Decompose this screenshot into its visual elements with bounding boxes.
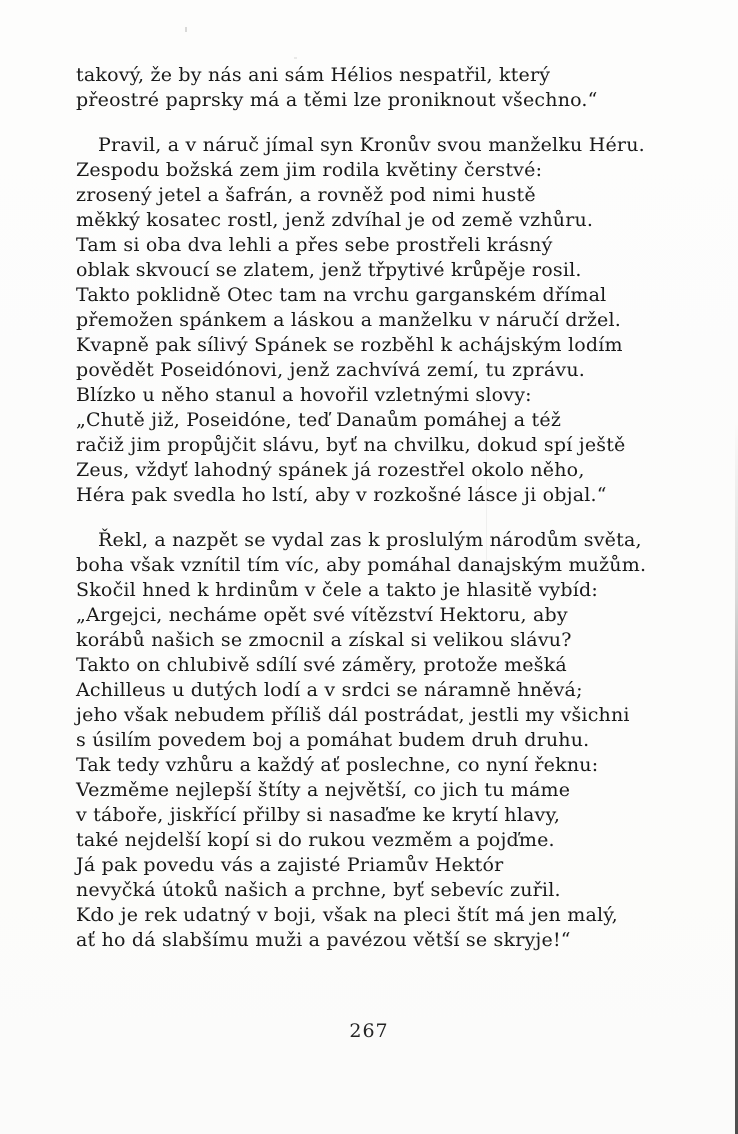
paragraph [76,528,676,953]
text-line: povědět Poseidónovi, jenž zachvívá zemí, tu zprávu. [76,359,586,381]
text-line: korábů našich se zmocnil a získal si velikou slávu? [76,629,572,651]
text-line: přeostré paprsky má a těmi lze proniknout všechno.“ [76,89,598,111]
paragraph [76,63,676,113]
scan-speck [294,57,297,59]
text-line: Kdo je rek udatný v boji, však na pleci štít má jen malý, [76,904,618,926]
text-line: „Argejci, necháme opět své vítězství Hektoru, aby [76,604,568,626]
text-line: měkký kosatec rostl, jenž zdvíhal je od země vzhůru. [76,209,594,231]
text-line: „Chutě již, Poseidóne, teď Danaům pomáhej a též [76,409,562,431]
text-line: takový, že by nás ani sám Hélios nespatřil, který [76,64,551,86]
scan-crease [486,395,487,565]
text-line: nevyčká útoků našich a prchne, byť sebevíc zuřil. [76,879,561,901]
scan-speck [185,27,187,32]
text-line: s úsilím povedem boj a pomáhat budem druh druhu. [76,729,590,751]
text-line: Achilleus u dutých lodí a v srdci se náramně hněvá; [76,679,583,701]
text-line: jeho však nebudem příliš dál postrádat, jestli my všichni [76,704,630,726]
text-line: oblak skvoucí se zlatem, jenž třpytivé krůpěje rosil. [76,259,582,281]
text-line: Kvapně pak sílivý Spánek se rozběhl k achájským lodím [76,334,623,356]
text-line: Héra pak svedla ho lstí, aby v rozkošné lásce ji objal.“ [76,484,607,506]
text-line: račiž jim propůjčit slávu, byť na chvilku, dokud spí ještě [76,434,626,456]
text-line: Já pak povedu vás a zajisté Priamův Hektór [76,854,504,876]
text-line: ať ho dá slabšímu muži a pavézou větší se skryje!“ [76,929,571,951]
text-line: Zeus, vždyť lahodný spánek já rozestřel okolo něho, [76,459,585,481]
text-line: přemožen spánkem a láskou a manželku v náručí držel. [76,309,622,331]
text-line: Tam si oba dva lehli a přes sebe prostřeli krásný [76,234,553,256]
text-line: Pravil, a v náruč jímal syn Kronův svou manželku Héru. [98,134,645,156]
text-line: Blízko u něho stanul a hovořil vzletnými slovy: [76,384,532,406]
text-line: v táboře, jiskřící přilby si nasaďme ke krytí hlavy, [76,804,561,826]
text-line: Takto on chlubivě sdílí své záměry, protože mešká [76,654,567,676]
text-line: Takto poklidně Otec tam na vrchu garganském dřímal [76,284,607,306]
text-line: Řekl, a nazpět se vydal zas k proslulým národům světa, [98,529,642,551]
text-line: boha však vznítil tím víc, aby pomáhal danajským mužům. [76,554,647,576]
text-line: Zespodu božská zem jim rodila květiny čerstvé: [76,159,543,181]
page-number: 267 [349,1020,389,1042]
body-text-block [76,63,676,953]
text-line: také nejdelší kopí si do rukou vezměm a pojďme. [76,829,555,851]
text-line: Tak tedy vzhůru a každý ať poslechne, co nyní řeknu: [76,754,599,776]
text-line: zrosený jetel a šafrán, a rovněž pod nimi hustě [76,184,536,206]
text-line: Vezměme nejlepší štíty a největší, co jich tu máme [76,779,571,801]
text-line: Skočil hned k hrdinům v čele a takto je hlasitě vybíd: [76,579,598,601]
paragraph [76,133,676,508]
